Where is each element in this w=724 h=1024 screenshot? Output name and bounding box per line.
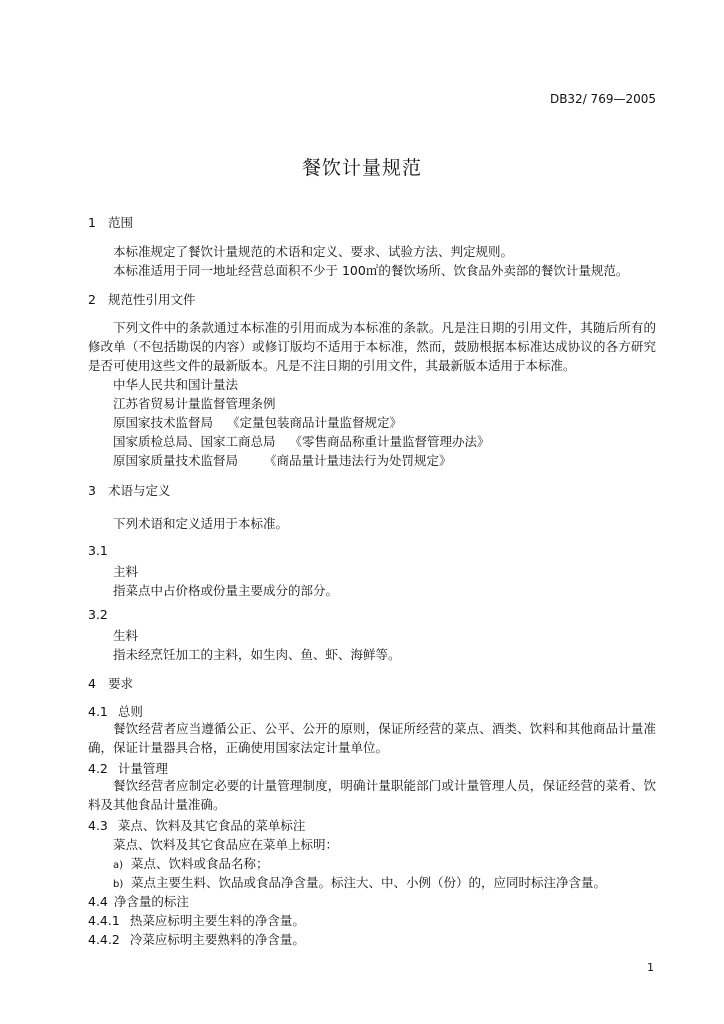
section-number: 2 xyxy=(88,292,96,307)
section-number: 4 xyxy=(88,676,96,691)
page-number: 1 xyxy=(647,961,654,974)
clause-number: 4.4.1 xyxy=(88,913,120,928)
reference-item xyxy=(113,413,402,431)
subsection-title: 总则 xyxy=(117,704,143,719)
clause-text: 冷菜应标明主要熟料的净含量。 xyxy=(129,932,305,947)
list-item-text: 菜点主要生料、饮品或食品净含量。标注大、中、小例（份）的，应同时标注净含量。 xyxy=(131,875,607,890)
term-definition: 指菜点中占价格或份量主要成分的部分。 xyxy=(113,583,339,598)
scope-paragraph-2: 本标准适用于同一地址经营总面积不少于 100㎡的餐饮场所、饮食品外卖部的餐饮计量规范。 xyxy=(113,263,629,278)
list-item-text: 菜点、饮料或食品名称； xyxy=(131,856,269,871)
paragraph-line: 餐饮经营者应制定必要的计量管理制度，明确计量职能部门或计量管理人员，保证经营的菜肴、饮 xyxy=(113,778,656,793)
reference-issuer: 国家质检总局、国家工商总局 xyxy=(113,434,276,449)
clause-item xyxy=(88,930,305,948)
standard-number: DB32/ 769—2005 xyxy=(549,92,656,106)
menu-label-intro: 菜点、饮料及其它食品应在菜单上标明： xyxy=(113,837,339,852)
subsection-number: 4.2 xyxy=(88,761,108,776)
term-number: 3.2 xyxy=(88,607,108,622)
list-item xyxy=(113,854,269,872)
subsection-title: 净含量的标注 xyxy=(113,894,189,909)
section-4-heading xyxy=(88,674,133,692)
subsection-number: 4.1 xyxy=(88,704,108,719)
section-number: 1 xyxy=(88,215,96,230)
section-title: 术语与定义 xyxy=(108,483,171,498)
clause-text: 热菜应标明主要生料的净含量。 xyxy=(129,913,305,928)
measurement-management-paragraph xyxy=(88,776,656,814)
subsection-4-3-heading xyxy=(88,816,305,834)
clause-number: 4.4.2 xyxy=(88,932,120,947)
section-1-heading xyxy=(88,213,133,231)
reference-item xyxy=(113,375,238,393)
reference-item xyxy=(113,432,490,450)
clause-item xyxy=(88,911,305,929)
reference-item xyxy=(113,394,276,412)
reference-issuer: 原国家技术监督局 xyxy=(113,415,214,430)
subsection-4-4-heading xyxy=(88,892,189,910)
paragraph-line: 修改单（不包括勘误的内容）或修订版均不适用于本标准，然而，鼓励根据本标准达成协议的各方研究 xyxy=(88,339,656,354)
section-title: 要求 xyxy=(108,676,134,691)
section-3-heading xyxy=(88,481,171,499)
paragraph-line: 确，保证计量器具合格，正确使用国家法定计量单位。 xyxy=(88,740,389,755)
term-name: 主料 xyxy=(113,564,139,579)
list-marker: b) xyxy=(113,879,124,890)
section-title: 范围 xyxy=(108,215,134,230)
section-2-heading xyxy=(88,290,196,308)
paragraph-line: 餐饮经营者应当遵循公正、公平、公开的原则，保证所经营的菜点、酒类、饮料和其他商品计量准 xyxy=(113,721,656,736)
term-definition: 指未经烹饪加工的主料，如生肉、鱼、虾、海鲜等。 xyxy=(113,647,401,662)
normative-references-paragraph xyxy=(88,318,656,375)
subsection-title: 菜点、饮料及其它食品的菜单标注 xyxy=(117,818,306,833)
reference-item xyxy=(113,451,452,469)
subsection-4-1-heading xyxy=(88,702,143,720)
reference-document: 《商品量计量违法行为处罚规定》 xyxy=(264,453,452,468)
paragraph-line: 是否可使用这些文件的最新版本。凡是不注日期的引用文件，其最新版本适用于本标准。 xyxy=(88,358,576,373)
term-number: 3.1 xyxy=(88,543,108,558)
reference-issuer: 原国家质量技术监督局 xyxy=(113,453,239,468)
general-principles-paragraph xyxy=(88,719,656,757)
reference-issuer: 中华人民共和国计量法 xyxy=(113,377,239,392)
document-title: 餐饮计量规范 xyxy=(301,157,422,179)
subsection-number: 4.4 xyxy=(88,894,108,909)
list-item xyxy=(113,873,606,891)
term-name: 生料 xyxy=(113,628,139,643)
subsection-4-2-heading xyxy=(88,759,168,777)
section-number: 3 xyxy=(88,483,96,498)
paragraph-line: 料及其他食品计量准确。 xyxy=(88,797,226,812)
reference-issuer: 江苏省贸易计量监督管理条例 xyxy=(113,396,276,411)
section-title: 规范性引用文件 xyxy=(108,292,196,307)
subsection-number: 4.3 xyxy=(88,818,108,833)
reference-document: 《定量包装商品计量监督规定》 xyxy=(227,415,403,430)
paragraph-line: 下列文件中的条款通过本标准的引用而成为本标准的条款。凡是注日期的引用文件，其随后所有的 xyxy=(113,320,656,335)
scope-paragraph-1: 本标准规定了餐饮计量规范的术语和定义、要求、试验方法、判定规则。 xyxy=(113,244,514,259)
reference-document: 《零售商品称重计量监督管理办法》 xyxy=(289,434,490,449)
subsection-title: 计量管理 xyxy=(117,761,168,776)
terms-intro: 下列术语和定义适用于本标准。 xyxy=(113,516,289,531)
list-marker: a) xyxy=(113,860,124,871)
